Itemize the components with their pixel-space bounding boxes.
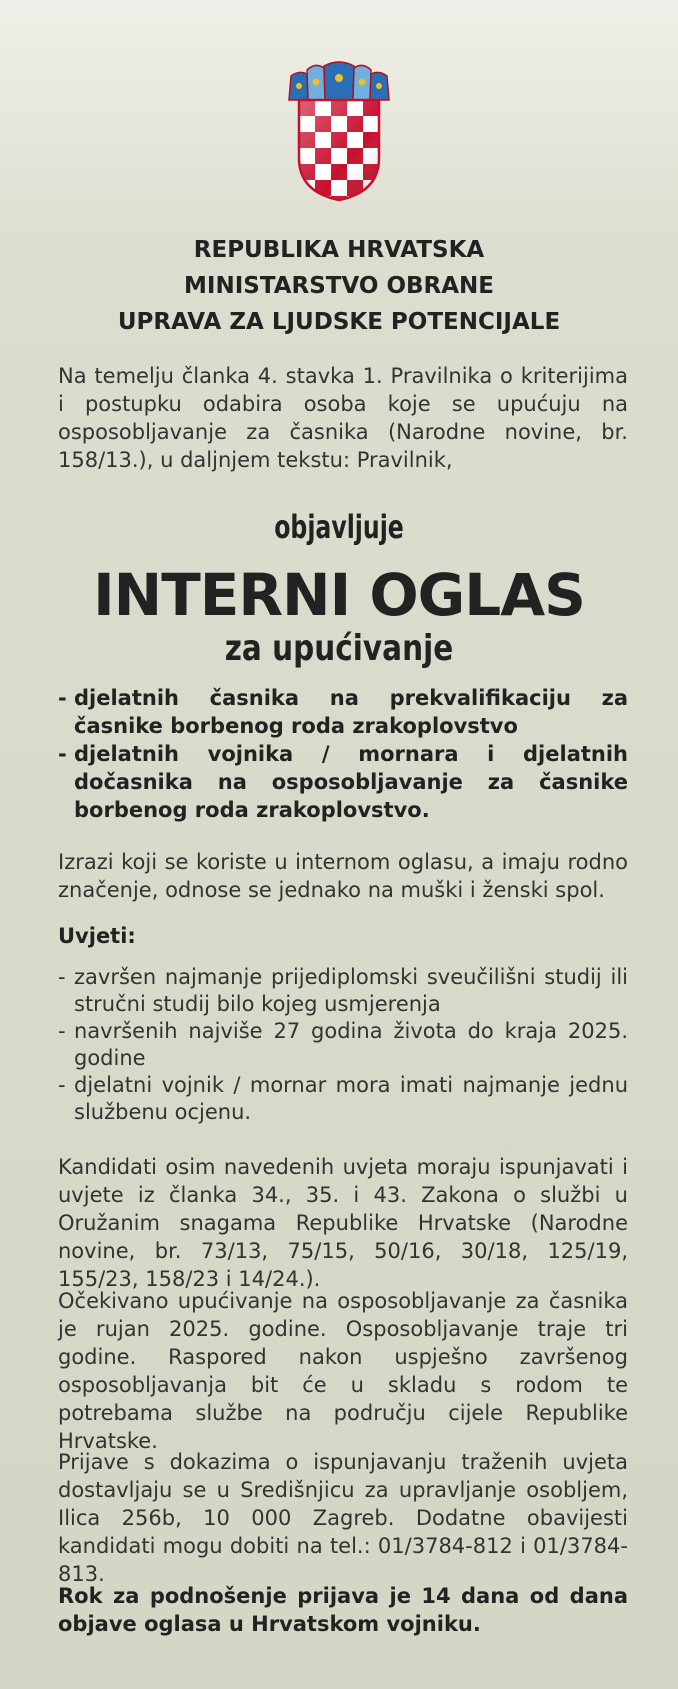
target-list: [58, 684, 628, 824]
list-item: - navršenih najviše 27 godina života do kraja 2025. godine: [58, 1018, 628, 1072]
issuer-header: [0, 232, 678, 340]
list-item: - djelatnih vojnika / mornara i djelatnih dočasnika na osposobljavanje za časnike borbenog roda zrakoplovstvo.: [58, 740, 628, 824]
header-ministry: MINISTARSTVO OBRANE: [184, 273, 494, 299]
crown: [289, 62, 389, 100]
croatian-coat-of-arms-icon: [287, 60, 391, 202]
list-item: - djelatni vojnik / mornar mora imati najmanje jednu službenu ocjenu.: [58, 1072, 628, 1126]
intro-paragraph: Na temelju članka 4. stavka 1. Pravilnika o kriterijima i postupku odabira osoba koje se upućuju na osposobljavanje za časnika (Narodne novine, br. 158/13.), u daljnjem tekstu: Pravilnik,: [58, 364, 628, 472]
list-item: - završen najmanje prijediplomski sveučilišni studij ili stručni studij bilo kojeg usmjerenja: [58, 964, 628, 1018]
deadline-paragraph: Rok za podnošenje prijava je 14 dana od dana objave oglasa u Hrvatskom vojniku.: [58, 1584, 628, 1636]
announcement-subtitle: za upućivanje: [224, 628, 454, 669]
candidates-paragraph: Kandidati osim navedenih uvjeta moraju ispunjavati i uvjete iz članka 34., 35. i 43. Zakona o službi u Oružanim snagama Republike Hrvatske (Narodne novine, br. 73/13, 75/15, 50/16, 30/18, 125/19, 155/23, 158/23 i 14/24.).: [58, 1155, 628, 1291]
list-item: - djelatnih časnika na prekvalifikaciju za časnike borbenog roda zrakoplovstvo: [58, 684, 628, 740]
announcement-title: INTERNI OGLAS: [93, 561, 585, 629]
header-department: UPRAVA ZA LJUDSKE POTENCIJALE: [117, 309, 561, 335]
applications-paragraph: Prijave s dokazima o ispunjavanju traženih uvjeta dostavljaju se u Središnjicu za upravljanje osobljem, Ilica 256b, 10 000 Zagreb. Dodatne obavijesti kandidati mogu dobiti na tel.: 01/3784-812 i 01/3784-813.: [58, 1450, 628, 1586]
expected-paragraph: Očekivano upućivanje na osposobljavanje za časnika je rujan 2025. godine. Osposobljavanje traje tri godine. Raspored nakon uspješno završenog osposobljavanja bit će u skladu s rodom te potrebama službe na području cijele Republike Hrvatske.: [58, 1289, 628, 1453]
announce-verb: objavljuje: [274, 508, 404, 546]
conditions-heading: Uvjeti:: [58, 924, 136, 948]
conditions-list: [58, 964, 628, 1126]
gender-note: Izrazi koji se koriste u internom oglasu, a imaju rodno značenje, odnose se jednako na muški i ženski spol.: [58, 850, 628, 902]
header-country: REPUBLIKA HRVATSKA: [193, 237, 485, 263]
